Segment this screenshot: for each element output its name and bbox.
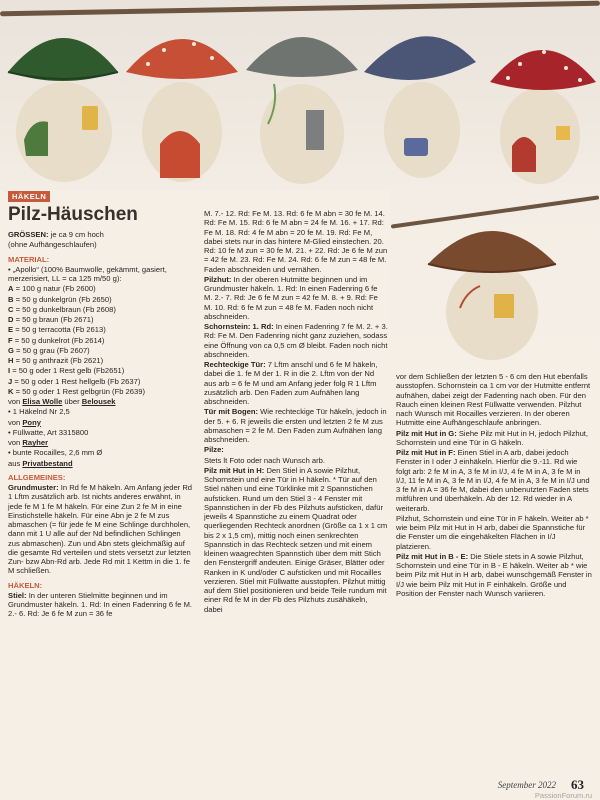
bold-label: D — [8, 315, 14, 325]
bold-label: Schornstein: 1. Rd: — [204, 322, 274, 331]
paragraph — [8, 591, 194, 619]
text: HÄKELN: — [8, 580, 43, 590]
text: M. 7.- 12. Rd: Fe M. 13. Rd: 6 fe M abn = 30 fe M. 14. Rd: Fe M. 15. Rd: 6 fe M abn = 24 fe M. 16. + 17. Rd: Fe M. 18. Rd: 4 fe M abn = 20 fe M. 19. Rd: Fe M, dabei stets nur in das hintere M-Glied einstechen. 20. Rd: 10 fe M zun = 30 fe M. 21. + 22. Rd: Je 6 fe M zun = 42 fe M. 23. Rd: Fe M. 24. Rd: 6 fe M zun = 48 fe M. Faden abschneiden und vernähen. — [204, 209, 388, 274]
paragraph — [8, 315, 194, 324]
paragraph — [8, 448, 194, 457]
bold-label: E — [8, 325, 14, 335]
mushroom-red-photo — [484, 24, 600, 190]
paragraph — [8, 265, 194, 284]
paragraph — [8, 230, 194, 239]
text: = 100 g natur (Fb 2600) — [13, 284, 96, 294]
text: = 50 g dunkelgrün (Fb 2650) — [13, 294, 112, 304]
page-number: 63 — [571, 777, 584, 793]
paragraph — [396, 552, 592, 598]
bold-label: I — [8, 366, 11, 376]
paragraph — [8, 418, 194, 427]
watermark: PassionForum.ru — [534, 790, 592, 800]
paragraph — [204, 445, 388, 454]
text: In Rd fe M häkeln. Am Anfang jeder Rd 1 Lftm zusätzlich arb. Ist nichts anderes erwähnt, in jede fe M 1 fe M häkeln. Für eine Zun 2 fe M in eine Einstichstelle häkeln. Für eine Abn je 2 fe M zus abmaschen (= für jede fe M eine Schlinge durchholen, dann mit 1 U alle auf der Nd befindlichen Schlingen zus abmaschen). Zun und Abn stets gleichmäßig auf die gesamte Rd verteilen und stets versetzt zur letzten Zun- bzw Abn-Rd arb. Jede Rd mit 1 Kettm in die 1. fe M schließen. — [8, 483, 193, 576]
section-heading — [8, 255, 194, 264]
paragraph — [204, 322, 388, 359]
text: MATERIAL: — [8, 254, 50, 264]
paragraph — [8, 325, 194, 334]
bold-label: GRÖSSEN: — [8, 230, 49, 240]
text: • bunte Rocailles, 2,6 mm Ø — [8, 448, 103, 458]
paragraph — [396, 514, 592, 551]
photo-mushroom-single — [390, 190, 600, 370]
bold-label: Grundmuster: — [8, 483, 59, 493]
page-footer — [0, 777, 600, 800]
bold-label: Pilze: — [204, 445, 224, 455]
text: Den Stiel in A sowie Pilzhut, Schornstein und eine Tür in H häkeln. * Tür auf den Stiel nähen und eine Türklinke mit 2 Spannstichen aufsticken. Rund um den Stiel 3 - 4 Fenster mit Spannstichen in der Fb des Pilzhuts aufsticken, dafür jeweils 4 Spannstiche zu einem Quadrat oder querliegenden Rechteck anordnen (Größe ca 1 x 1 cm bis 2 x 1,5 cm), mittig noch einen senkrechten Spannstich in das Rechteck setzen und mit einem kleinen waagrechten Spannstich über dem mitt Stich den Fenstergriff andeuten. Einige Gräser, Blätter oder Ranken in K und/oder C aufsticken und mit Rocailles verzieren. Stiel mit Füllwatte ausstopfen. Pilzhut mittig auf dem Stiel positionieren und beide Teile rundum mit einer Rd fe M in der Fb des Pilzhuts zusähäkeln, dabei — [204, 465, 388, 614]
text: Einen Stiel in A arb, dabei jedoch Fenster in I oder J einhäkeln. Hierfür die 9.-11. Rd wie folgt arb: 2 fe M in A, 3 fe M in I/J, 4 fe M in A, 3 fe M in I/J, 11 fe M in A, 3 fe M in I/J, 4 fe M in A, 3 fe M in I/J und 3 fe M in A = 36 fe M, dabei den unbenutzten Faden stets mitführen und überhäkeln. Ab der 12. Rd wieder in A weiterarb. — [396, 448, 590, 513]
text: In der unteren Stielmitte beginnen und im Grundmuster häkeln. 1. Rd: In einen Fadenring 6 fe M. 2.- 6. Rd: Je 6 fe M zun = 36 fe — [8, 590, 193, 619]
paragraph — [396, 429, 592, 448]
text: Wie rechteckige Tür häkeln, jedoch in der 5. + 6. R jeweils die ersten und letzten 2 fe M zus abmaschen = 2 fe M. Den Faden zum Aufnähen lang abschneiden. — [204, 407, 387, 444]
text: = 50 g terracotta (Fb 2613) — [13, 325, 106, 335]
text: von — [8, 417, 23, 427]
text: Stets lt Foto oder nach Wunsch arb. — [204, 455, 325, 465]
mushroom-terracotta-photo — [124, 14, 240, 189]
brand-name: Rayher — [22, 438, 49, 448]
text: = 50 g braun (Fb 2671) — [13, 315, 94, 325]
text: = 50 g dunkelbraun (Fb 2608) — [13, 304, 116, 314]
issue-label: September 2022 — [497, 780, 556, 791]
brand-name: Pony — [22, 417, 41, 427]
paragraph — [8, 356, 194, 365]
text: • „Apollo“ (100% Baumwolle, gekämmt, gasiert, merzerisiert, LL = ca 125 m/50 g): — [8, 264, 167, 284]
paragraph — [8, 305, 194, 314]
paragraph — [8, 295, 194, 304]
paragraph — [8, 428, 194, 437]
paragraph — [8, 366, 194, 375]
paragraph — [204, 456, 388, 465]
text: (ohne Aufhängeschlaufen) — [8, 240, 97, 250]
text: je ca 9 cm hoch — [48, 230, 104, 240]
text: 7 Lftm anschl und 6 fe M häkeln, dabei die 1. fe M der 1. R in die 2. Lftm von der Nd aus arb = 6 fe M und am Anfang jeder folg R 1 Lftm zusätzlich arb. Den Faden zum Aufnähen lang abschneiden. — [204, 360, 378, 406]
text: von — [8, 438, 23, 448]
text: aus — [8, 458, 23, 468]
paragraph — [8, 483, 194, 576]
text: vor dem Schließen der letzten 5 - 6 cm den Hut ebenfalls ausstopfen. Schornstein ca 1 cm vor der Hutmitte entfernt aufnähen, dabei zeigt der Fadenring nach oben. Für den Rauch einen kleinen Rest Füllwatte verwenden. Pilzhut nach Wunsch mit Rocailles verzieren. In der oberen Hutmitte eine Aufhängeschlaufe anbringen. — [396, 372, 591, 428]
text: = 50 g dunkelrot (Fb 2614) — [12, 335, 105, 345]
bold-label: H — [8, 356, 14, 366]
bold-label: Rechteckige Tür: — [204, 360, 266, 369]
paragraph — [8, 377, 194, 386]
photo-mushroom-row — [0, 0, 600, 190]
bold-label: Stiel: — [8, 590, 27, 600]
paragraph — [204, 360, 388, 406]
paragraph — [204, 209, 388, 274]
column-middle-body — [204, 209, 388, 614]
text: = 50 g grau (Fb 2607) — [13, 345, 90, 355]
text: • 1 Häkelnd Nr 2,5 — [8, 407, 70, 417]
paragraph — [8, 407, 194, 416]
text: über — [62, 397, 82, 407]
mushroom-brown-photo — [424, 208, 560, 368]
paragraph — [204, 466, 388, 614]
section-heading — [8, 473, 194, 482]
bold-label: Pilz mit Hut in F: — [396, 448, 456, 457]
text: von — [8, 397, 23, 407]
column-middle — [204, 209, 388, 615]
bold-label: A — [8, 284, 14, 294]
article-kicker: HÄKELN — [8, 191, 50, 202]
bold-label: Pilz mit Hut in B - E: — [396, 551, 469, 561]
text: In einen Fadenring 7 fe M. 2. + 3. Rd: Fe M. Den Fadenring nicht ganz zuziehen, sodass eine Öffnung von ca 0,5 cm Ø bleibt. Faden noch nicht abschneiden. — [204, 322, 388, 359]
paragraph — [8, 346, 194, 355]
mushroom-green-photo — [4, 10, 122, 185]
bold-label: C — [8, 304, 14, 314]
paragraph — [204, 407, 388, 444]
bold-label: G — [8, 345, 14, 355]
bold-label: J — [8, 376, 13, 386]
mushroom-anthracite-photo — [362, 18, 478, 190]
bold-label: K — [8, 386, 14, 396]
bold-label: F — [8, 335, 13, 345]
text: Siehe Pilz mit Hut in H, jedoch Pilzhut, Schornstein und eine Tür in G häkeln. — [396, 428, 589, 447]
paragraph — [8, 387, 194, 396]
brand-name: Elisa Wolle — [22, 397, 63, 407]
paragraph — [8, 397, 194, 406]
paragraph — [396, 448, 592, 513]
column-right-body — [396, 372, 592, 598]
bold-label: Pilz mit Hut in H: — [204, 465, 265, 475]
bold-label: B — [8, 294, 14, 304]
text: • Füllwatte, Art 3315800 — [8, 427, 89, 437]
bold-label: Pilz mit Hut in G: — [396, 428, 457, 438]
brand-name: Belousek — [81, 397, 116, 407]
text: Pilzhut, Schornstein und eine Tür in F häkeln. Weiter ab * wie beim Pilz mit Hut in H arb, dabei die Spannstiche für die Fenster um die eingehäkelten Flächen in I/J platzieren. — [396, 513, 589, 551]
section-heading — [8, 581, 194, 590]
text: = 50 g oder 1 Rest gelbgrün (Fb 2639) — [13, 386, 145, 396]
paragraph — [8, 336, 194, 345]
brand-name: Privatbestand — [22, 458, 73, 468]
text: In der oberen Hutmitte beginnen und im Grundmuster häkeln. 1. Rd: In einen Fadenring 6 fe M. 2.- 7. Rd: Je 6 fe M zun = 42 fe M. 8. + 9. Rd: Fe M. 10. Rd: 6 fe M zun = 48 fe M. Faden noch nicht abschneiden. — [204, 274, 378, 321]
article-title: Pilz-Häuschen — [8, 204, 138, 226]
text: ALLGEMEINES: — [8, 472, 66, 482]
mushroom-grey-photo — [244, 14, 360, 189]
paragraph — [204, 275, 388, 321]
paragraph — [396, 372, 592, 428]
column-left-body — [8, 230, 194, 619]
text: = 50 g oder 1 Rest gelb (Fb2651) — [10, 366, 125, 376]
paragraph — [8, 284, 194, 293]
column-right — [396, 372, 592, 599]
text: Die Stiele stets in A sowie Pilzhut, Schornstein und eine Tür in B - E häkeln. Weiter ab * wie beim Pilz mit Hut in H arb, dabei wunschgemäß Fenster in I/J wie beim Pilz mit Hut in F einhäkeln. Größe und Position der Fenster nach Wunsch variieren. — [396, 551, 592, 598]
paragraph — [8, 240, 194, 249]
paragraph — [8, 459, 194, 468]
text: = 50 g oder 1 Rest hellgelb (Fb 2637) — [12, 376, 141, 386]
bold-label: Tür mit Bogen: — [204, 407, 258, 417]
bold-label: Pilzhut: — [204, 274, 232, 284]
column-left — [8, 190, 194, 620]
paragraph — [8, 438, 194, 447]
text: = 50 g anthrazit (Fb 2621) — [13, 356, 104, 366]
